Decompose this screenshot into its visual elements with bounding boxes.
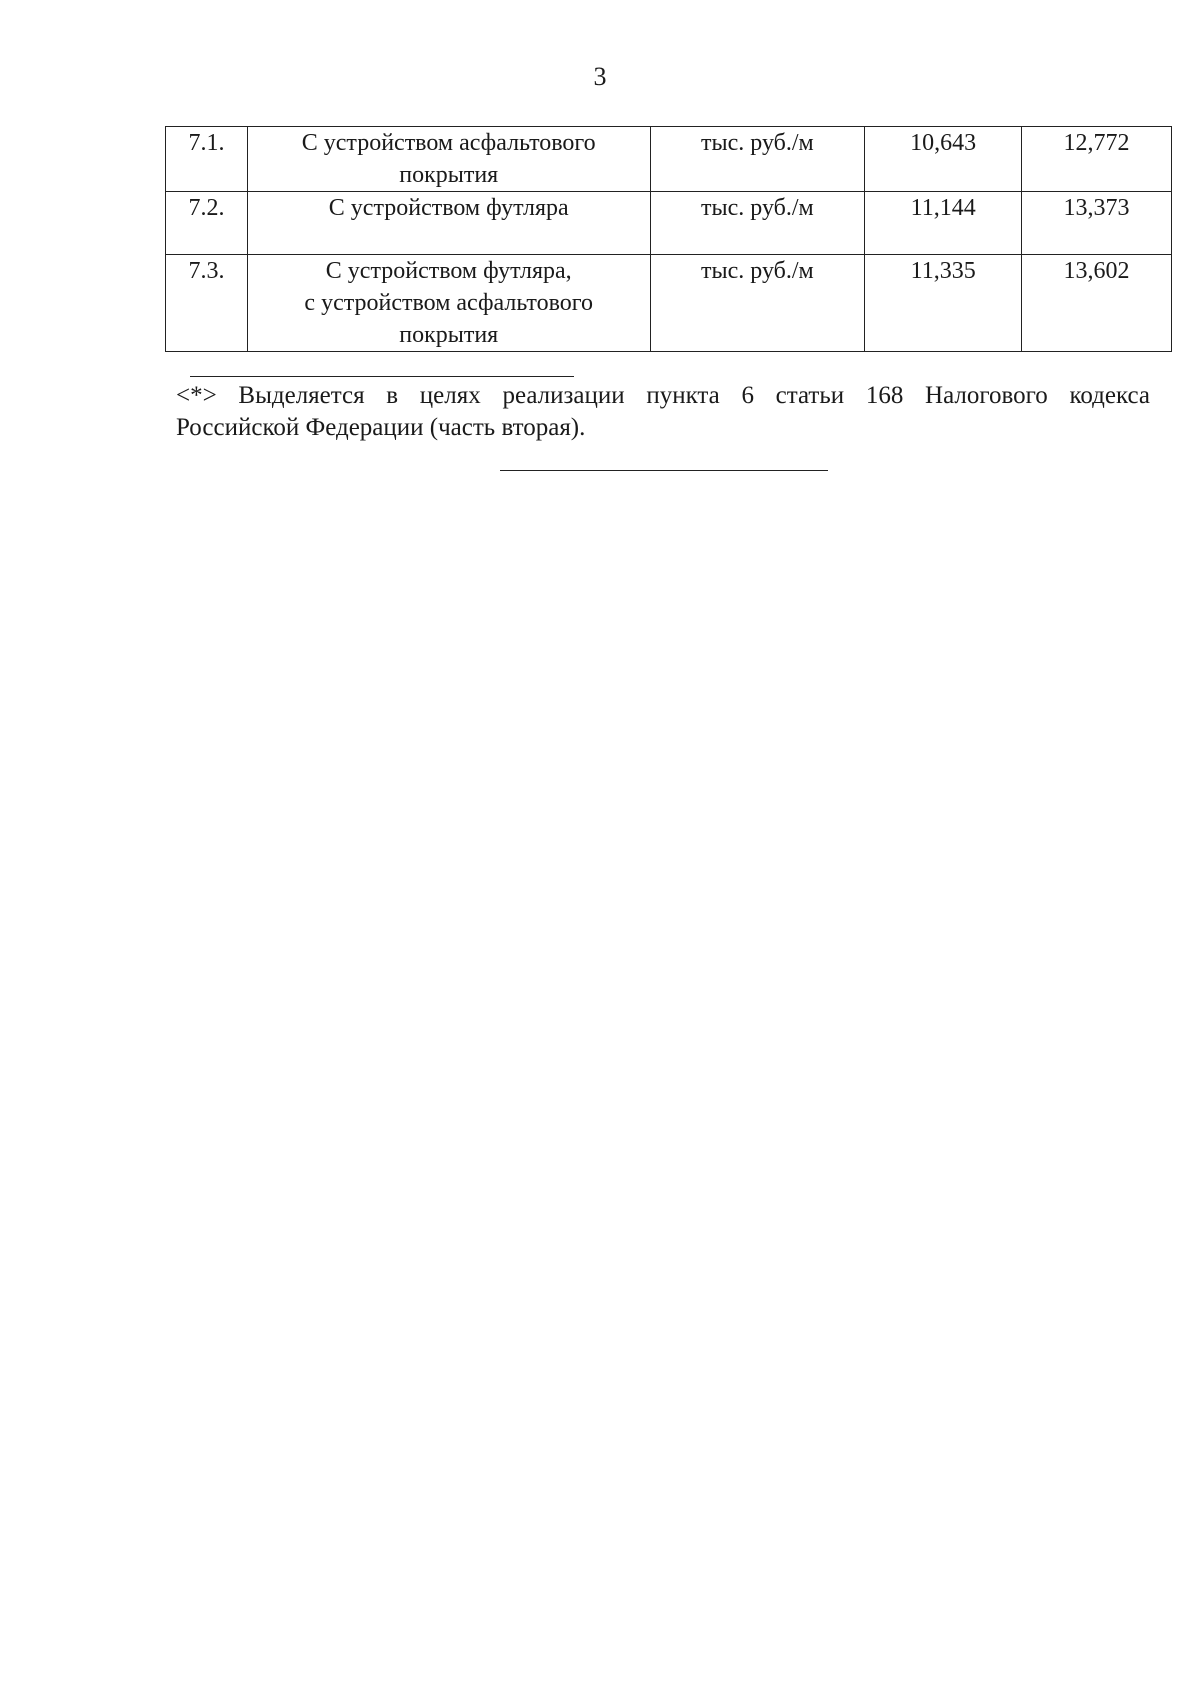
tariff-table xyxy=(165,126,1172,352)
item-name-line: покрытия xyxy=(399,322,499,348)
item-name-line: с устройством асфальтового xyxy=(304,290,593,316)
table-row xyxy=(166,192,1172,255)
item-unit: тыс. руб./м xyxy=(650,192,865,255)
table-row xyxy=(166,255,1172,352)
item-value-1: 11,335 xyxy=(865,255,1022,352)
table-row xyxy=(166,127,1172,192)
footnote-line: <*> Выделяется в целях реализации пункта 6 статьи 168 Налогового кодекса xyxy=(176,382,1150,409)
page-number: 3 xyxy=(593,62,607,91)
item-value-2: 13,602 xyxy=(1022,255,1172,352)
item-value-1: 11,144 xyxy=(865,192,1022,255)
item-value-1: 10,643 xyxy=(865,127,1022,192)
item-number: 7.3. xyxy=(166,255,248,352)
end-of-document-rule xyxy=(500,470,828,471)
item-unit: тыс. руб./м xyxy=(650,255,865,352)
item-name-line: С устройством асфальтового xyxy=(301,130,596,156)
item-number: 7.1. xyxy=(166,127,248,192)
item-name-line: С устройством футляра xyxy=(328,195,569,221)
footnote xyxy=(176,380,1150,444)
item-name xyxy=(247,127,650,192)
footnote-separator xyxy=(190,376,574,377)
item-name xyxy=(247,192,650,255)
item-number: 7.2. xyxy=(166,192,248,255)
item-name-line: покрытия xyxy=(399,162,499,188)
item-value-2: 12,772 xyxy=(1022,127,1172,192)
item-unit: тыс. руб./м xyxy=(650,127,865,192)
item-value-2: 13,373 xyxy=(1022,192,1172,255)
item-name-line: С устройством футляра, xyxy=(325,258,572,284)
item-name xyxy=(247,255,650,352)
footnote-line: Российской Федерации (часть вторая). xyxy=(176,414,586,441)
